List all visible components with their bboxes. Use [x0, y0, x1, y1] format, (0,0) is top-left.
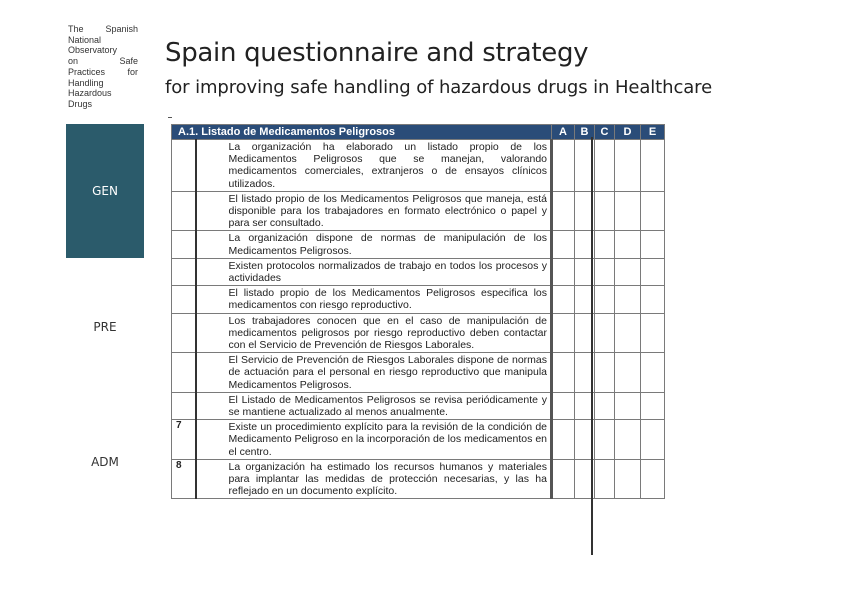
answer-cell-d[interactable] [615, 140, 641, 192]
answer-cell-d[interactable] [615, 353, 641, 393]
question-text: El Servicio de Prevención de Riesgos Laborales dispone de normas de actuación para el personal en riesgo reproductivo que manipula Medicamentos Peligrosos. [196, 353, 552, 393]
row-number [172, 313, 196, 353]
row-number [172, 392, 196, 419]
sidebar-item-pre[interactable]: PRE [93, 320, 117, 334]
row-number [172, 258, 196, 285]
answer-cell-a[interactable] [552, 420, 575, 460]
row-number [172, 191, 196, 231]
row-number [172, 353, 196, 393]
answer-cell-e[interactable] [641, 459, 665, 499]
column-header-b: B [575, 125, 595, 140]
row-number [172, 231, 196, 258]
question-text: La organización dispone de normas de manipulación de los Medicamentos Peligrosos. [196, 231, 552, 258]
answer-cell-e[interactable] [641, 392, 665, 419]
answer-cell-c[interactable] [595, 231, 615, 258]
question-text: La organización ha estimado los recursos humanos y materiales para implantar las medidas de protección necesarias, y las ha reflejado en un documento explícito. [196, 459, 552, 499]
organization-line: Observatory [68, 45, 118, 56]
row-number [172, 140, 196, 192]
page-title: Spain questionnaire and strategy [165, 38, 589, 68]
answer-cell-a[interactable] [552, 459, 575, 499]
organization-line: National [68, 34, 102, 45]
answer-cell-a[interactable] [552, 392, 575, 419]
answer-cell-e[interactable] [641, 313, 665, 353]
column-header-d: D [615, 125, 641, 140]
answer-cell-c[interactable] [595, 420, 615, 460]
question-text: Existen protocolos normalizados de trabajo en todos los procesos y actividades [196, 258, 552, 285]
answer-cell-e[interactable] [641, 140, 665, 192]
answer-cell-e[interactable] [641, 353, 665, 393]
organization-line: Drugs [68, 98, 93, 109]
question-text: Los trabajadores conocen que en el caso de manipulación de medicamentos peligrosos por riesgo reproductivo deben contactar con el Servicio de Prevención de Riesgos Laborales. [196, 313, 552, 353]
answer-cell-d[interactable] [615, 459, 641, 499]
answer-cell-e[interactable] [641, 231, 665, 258]
sidebar-item-adm[interactable]: ADM [91, 455, 119, 469]
answer-cell-d[interactable] [615, 191, 641, 231]
answer-cell-c[interactable] [595, 392, 615, 419]
sidebar-item-gen[interactable]: GEN [66, 124, 144, 258]
answer-cell-d[interactable] [615, 258, 641, 285]
answer-cell-e[interactable] [641, 286, 665, 313]
column-header-c: C [595, 125, 615, 140]
column-header-e: E [641, 125, 665, 140]
row-number [172, 286, 196, 313]
question-text: Existe un procedimiento explícito para la revisión de la condición de Medicamento Peligroso en la incorporación de los medicamentos en el centro. [196, 420, 552, 460]
question-text: La organización ha elaborado un listado propio de los Medicamentos Peligrosos que se manejan, valorando medicamentos comerciales, extranjeros o de ensayos clínicos utilizados. [196, 140, 552, 192]
answer-cell-e[interactable] [641, 420, 665, 460]
answer-cell-c[interactable] [595, 191, 615, 231]
answer-cell-c[interactable] [595, 353, 615, 393]
answer-cell-d[interactable] [615, 420, 641, 460]
question-text: El listado propio de los Medicamentos Peligrosos especifica los medicamentos con riesgo reproductivo. [196, 286, 552, 313]
answer-cell-a[interactable] [552, 313, 575, 353]
column-header-a: A [552, 125, 575, 140]
divider-mark [168, 117, 172, 118]
page-subtitle: for improving safe handling of hazardous drugs in Healthcare [165, 77, 713, 98]
organization-name [68, 24, 138, 110]
answer-cell-d[interactable] [615, 286, 641, 313]
answer-cell-a[interactable] [552, 258, 575, 285]
section-title: A.1. Listado de Medicamentos Peligrosos [172, 125, 552, 140]
organization-line: on Safe [68, 56, 138, 67]
answer-cell-e[interactable] [641, 258, 665, 285]
answer-cell-c[interactable] [595, 459, 615, 499]
question-text: El listado propio de los Medicamentos Peligrosos que maneja, está disponible para los trabajadores en formato electrónico o papel y para ser consultado. [196, 191, 552, 231]
answer-cell-a[interactable] [552, 286, 575, 313]
answer-cell-a[interactable] [552, 353, 575, 393]
row-number: 7 [172, 420, 196, 460]
answer-cell-d[interactable] [615, 392, 641, 419]
answer-cell-d[interactable] [615, 313, 641, 353]
answer-cell-c[interactable] [595, 140, 615, 192]
answer-cell-c[interactable] [595, 313, 615, 353]
divider-line [591, 137, 593, 555]
answer-cell-c[interactable] [595, 286, 615, 313]
organization-line: The Spanish [68, 24, 138, 34]
answer-cell-d[interactable] [615, 231, 641, 258]
answer-cell-a[interactable] [552, 140, 575, 192]
answer-cell-e[interactable] [641, 191, 665, 231]
organization-line: Practices for [68, 66, 138, 77]
question-text: El Listado de Medicamentos Peligrosos se revisa periódicamente y se mantiene actualizado al menos anualmente. [196, 392, 552, 419]
answer-cell-a[interactable] [552, 231, 575, 258]
answer-cell-a[interactable] [552, 191, 575, 231]
answer-cell-c[interactable] [595, 258, 615, 285]
organization-line: Hazardous [68, 88, 112, 99]
organization-line: Handling [68, 77, 104, 88]
row-number: 8 [172, 459, 196, 499]
